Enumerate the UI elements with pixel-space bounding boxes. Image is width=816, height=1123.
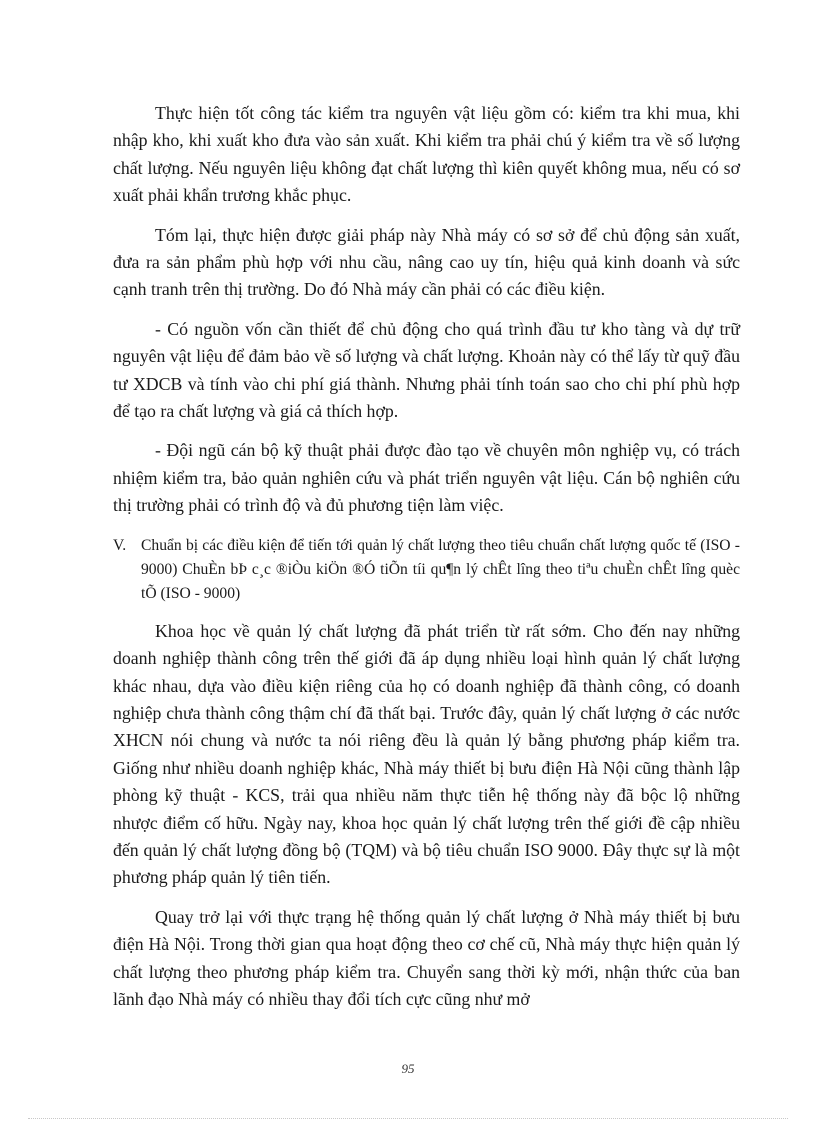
- section-heading-number: V.: [113, 536, 127, 554]
- paragraph-quality-science: Khoa học về quản lý chất lượng đã phát triển từ rất sớm. Cho đến nay những doanh nghiệp thành công trên thế giới đã áp dụng nhiều loại hình quản lý chất lượng khác nhau, dựa vào điều kiện riêng của họ có doanh nghiệp đã thành công, có doanh nghiệp chưa thành công thậm chí đã thất bại. Trước đây, quản lý chất lượng ở các nước XHCN nói chung và nước ta nói riêng đều là quản lý bằng phương pháp kiểm tra. Giống như nhiều doanh nghiệp khác, Nhà máy thiết bị bưu điện Hà Nội cũng thành lập phòng kỹ thuật - KCS, trải qua nhiều năm thực tiễn hệ thống này đã bộc lộ những nhược điểm cố hữu. Ngày nay, khoa học quản lý chất lượng trên thế giới đề cập nhiều đến quản lý chất lượng đồng bộ (TQM) và bộ tiêu chuẩn ISO 9000. Đây thực sự là một phương pháp quản lý tiên tiến.: [113, 620, 740, 888]
- paragraph-technical-staff: - Đội ngũ cán bộ kỹ thuật phải được đào tạo về chuyên môn nghiệp vụ, có trách nhiệm kiểm tra, bảo quản nghiên cứu và phát triển nguyên vật liệu. Cán bộ nghiên cứu thị trường phải có trình độ và đủ phương tiện làm việc.: [113, 440, 740, 516]
- paragraph-capital-requirement: - Có nguồn vốn cần thiết để chủ động cho quá trình đầu tư kho tàng và dự trữ nguyên vật liệu để đảm bảo về số lượng và chất lượng. Khoản này có thể lấy từ quỹ đầu tư XDCB và tính vào chi phí giá thành. Nhưng phải tính toán sao cho chi phí phù hợp để tạo ra chất lượng và giá cả thích hợp.: [113, 318, 740, 422]
- page-number: 95: [401, 1061, 415, 1076]
- paragraph-current-state: Quay trở lại với thực trạng hệ thống quản lý chất lượng ở Nhà máy thiết bị bưu điện Hà Nội. Trong thời gian qua hoạt động theo cơ chế cũ, Nhà máy thực hiện quản lý chất lượng theo phương pháp kiểm tra. Chuyển sang thời kỳ mới, nhận thức của ban lãnh đạo Nhà máy có nhiều thay đổi tích cực cũng như mở: [113, 906, 740, 1009]
- footer-divider: [28, 1118, 788, 1119]
- document-body: [113, 100, 740, 1013]
- paragraph-material-inspection: Thực hiện tốt công tác kiểm tra nguyên vật liệu gồm có: kiểm tra khi mua, khi nhập kho, khi xuất kho đưa vào sản xuất. Khi kiểm tra phải chú ý kiểm tra về số lượng chất lượng. Nếu nguyên liệu không đạt chất lượng thì kiên quyết không mua, nếu có sơ xuất phải khẩn trương khắc phục.: [113, 103, 740, 206]
- section-heading-text: Chuẩn bị các điều kiện để tiến tới quản lý chất lượng theo tiêu chuẩn chất lượng quốc tế (ISO - 9000) ChuÈn bÞ c¸c ®iÒu kiÖn ®Ó tiÕn tíi qu¶n lý chÊt lîng theo tiªu chuÈn chÊt lîng quèc tÕ (ISO - 9000): [141, 536, 740, 602]
- paragraph-summary: Tóm lại, thực hiện được giải pháp này Nhà máy có sơ sở để chủ động sản xuất, đưa ra sản phẩm phù hợp với nhu cầu, nâng cao uy tín, hiệu quả kinh doanh và sức cạnh tranh trên thị trường. Do đó Nhà máy cần phải có các điều kiện.: [113, 224, 740, 300]
- section-heading: [113, 534, 740, 606]
